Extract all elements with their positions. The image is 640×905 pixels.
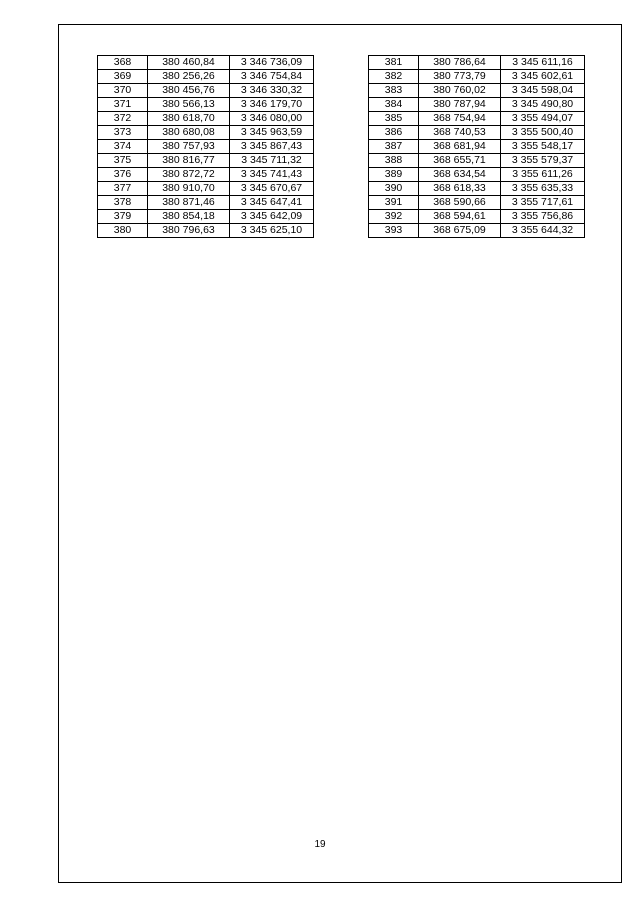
point-number-cell: 381 (369, 56, 419, 70)
y-coordinate-cell: 3 345 602,61 (501, 70, 585, 84)
point-number-cell: 374 (98, 140, 148, 154)
y-coordinate-cell: 3 345 490,80 (501, 98, 585, 112)
table-row (369, 210, 585, 224)
table-row (98, 196, 314, 210)
y-coordinate-cell: 3 355 611,26 (501, 168, 585, 182)
x-coordinate-cell: 368 634,54 (419, 168, 501, 182)
x-coordinate-cell: 380 460,84 (148, 56, 230, 70)
y-coordinate-cell: 3 345 741,43 (230, 168, 314, 182)
point-number-cell: 372 (98, 112, 148, 126)
y-coordinate-cell: 3 345 611,16 (501, 56, 585, 70)
point-number-cell: 377 (98, 182, 148, 196)
table-row (369, 154, 585, 168)
y-coordinate-cell: 3 355 548,17 (501, 140, 585, 154)
coordinates-table-right-body (369, 56, 585, 238)
y-coordinate-cell: 3 345 647,41 (230, 196, 314, 210)
x-coordinate-cell: 380 760,02 (419, 84, 501, 98)
table-row (98, 98, 314, 112)
table-row (369, 126, 585, 140)
y-coordinate-cell: 3 345 625,10 (230, 224, 314, 238)
table-row (98, 182, 314, 196)
x-coordinate-cell: 368 594,61 (419, 210, 501, 224)
x-coordinate-cell: 380 773,79 (419, 70, 501, 84)
table-row (369, 196, 585, 210)
table-row (369, 224, 585, 238)
x-coordinate-cell: 380 787,94 (419, 98, 501, 112)
point-number-cell: 380 (98, 224, 148, 238)
table-row (98, 126, 314, 140)
table-row (369, 70, 585, 84)
y-coordinate-cell: 3 345 963,59 (230, 126, 314, 140)
x-coordinate-cell: 380 910,70 (148, 182, 230, 196)
point-number-cell: 369 (98, 70, 148, 84)
table-row (98, 210, 314, 224)
point-number-cell: 384 (369, 98, 419, 112)
point-number-cell: 378 (98, 196, 148, 210)
table-row (369, 56, 585, 70)
x-coordinate-cell: 380 854,18 (148, 210, 230, 224)
x-coordinate-cell: 368 681,94 (419, 140, 501, 154)
y-coordinate-cell: 3 355 635,33 (501, 182, 585, 196)
y-coordinate-cell: 3 355 717,61 (501, 196, 585, 210)
x-coordinate-cell: 368 740,53 (419, 126, 501, 140)
page-number: 19 (314, 839, 326, 850)
point-number-cell: 388 (369, 154, 419, 168)
point-number-cell: 387 (369, 140, 419, 154)
table-row (98, 224, 314, 238)
x-coordinate-cell: 380 256,26 (148, 70, 230, 84)
point-number-cell: 383 (369, 84, 419, 98)
x-coordinate-cell: 368 754,94 (419, 112, 501, 126)
x-coordinate-cell: 368 618,33 (419, 182, 501, 196)
y-coordinate-cell: 3 346 330,32 (230, 84, 314, 98)
y-coordinate-cell: 3 346 754,84 (230, 70, 314, 84)
point-number-cell: 376 (98, 168, 148, 182)
coordinates-table-right (368, 55, 585, 238)
point-number-cell: 373 (98, 126, 148, 140)
y-coordinate-cell: 3 345 711,32 (230, 154, 314, 168)
table-row (369, 182, 585, 196)
x-coordinate-cell: 380 757,93 (148, 140, 230, 154)
x-coordinate-cell: 368 655,71 (419, 154, 501, 168)
table-row (369, 140, 585, 154)
table-row (98, 140, 314, 154)
x-coordinate-cell: 380 872,72 (148, 168, 230, 182)
y-coordinate-cell: 3 346 080,00 (230, 112, 314, 126)
point-number-cell: 386 (369, 126, 419, 140)
y-coordinate-cell: 3 345 642,09 (230, 210, 314, 224)
y-coordinate-cell: 3 346 736,09 (230, 56, 314, 70)
y-coordinate-cell: 3 355 579,37 (501, 154, 585, 168)
table-row (98, 154, 314, 168)
point-number-cell: 390 (369, 182, 419, 196)
y-coordinate-cell: 3 345 598,04 (501, 84, 585, 98)
y-coordinate-cell: 3 345 867,43 (230, 140, 314, 154)
table-row (369, 84, 585, 98)
y-coordinate-cell: 3 355 644,32 (501, 224, 585, 238)
table-row (369, 112, 585, 126)
y-coordinate-cell: 3 346 179,70 (230, 98, 314, 112)
table-row (98, 168, 314, 182)
x-coordinate-cell: 380 786,64 (419, 56, 501, 70)
x-coordinate-cell: 368 590,66 (419, 196, 501, 210)
table-row (98, 112, 314, 126)
x-coordinate-cell: 380 566,13 (148, 98, 230, 112)
table-row (369, 168, 585, 182)
point-number-cell: 382 (369, 70, 419, 84)
x-coordinate-cell: 368 675,09 (419, 224, 501, 238)
coordinates-table-left-body (98, 56, 314, 238)
table-row (98, 56, 314, 70)
x-coordinate-cell: 380 816,77 (148, 154, 230, 168)
point-number-cell: 370 (98, 84, 148, 98)
point-number-cell: 375 (98, 154, 148, 168)
point-number-cell: 393 (369, 224, 419, 238)
point-number-cell: 368 (98, 56, 148, 70)
point-number-cell: 392 (369, 210, 419, 224)
y-coordinate-cell: 3 355 756,86 (501, 210, 585, 224)
table-row (98, 84, 314, 98)
y-coordinate-cell: 3 345 670,67 (230, 182, 314, 196)
point-number-cell: 385 (369, 112, 419, 126)
x-coordinate-cell: 380 871,46 (148, 196, 230, 210)
x-coordinate-cell: 380 680,08 (148, 126, 230, 140)
x-coordinate-cell: 380 456,76 (148, 84, 230, 98)
y-coordinate-cell: 3 355 494,07 (501, 112, 585, 126)
y-coordinate-cell: 3 355 500,40 (501, 126, 585, 140)
table-row (98, 70, 314, 84)
point-number-cell: 379 (98, 210, 148, 224)
x-coordinate-cell: 380 618,70 (148, 112, 230, 126)
coordinates-table-left (97, 55, 314, 238)
table-row (369, 98, 585, 112)
point-number-cell: 389 (369, 168, 419, 182)
x-coordinate-cell: 380 796,63 (148, 224, 230, 238)
point-number-cell: 371 (98, 98, 148, 112)
point-number-cell: 391 (369, 196, 419, 210)
